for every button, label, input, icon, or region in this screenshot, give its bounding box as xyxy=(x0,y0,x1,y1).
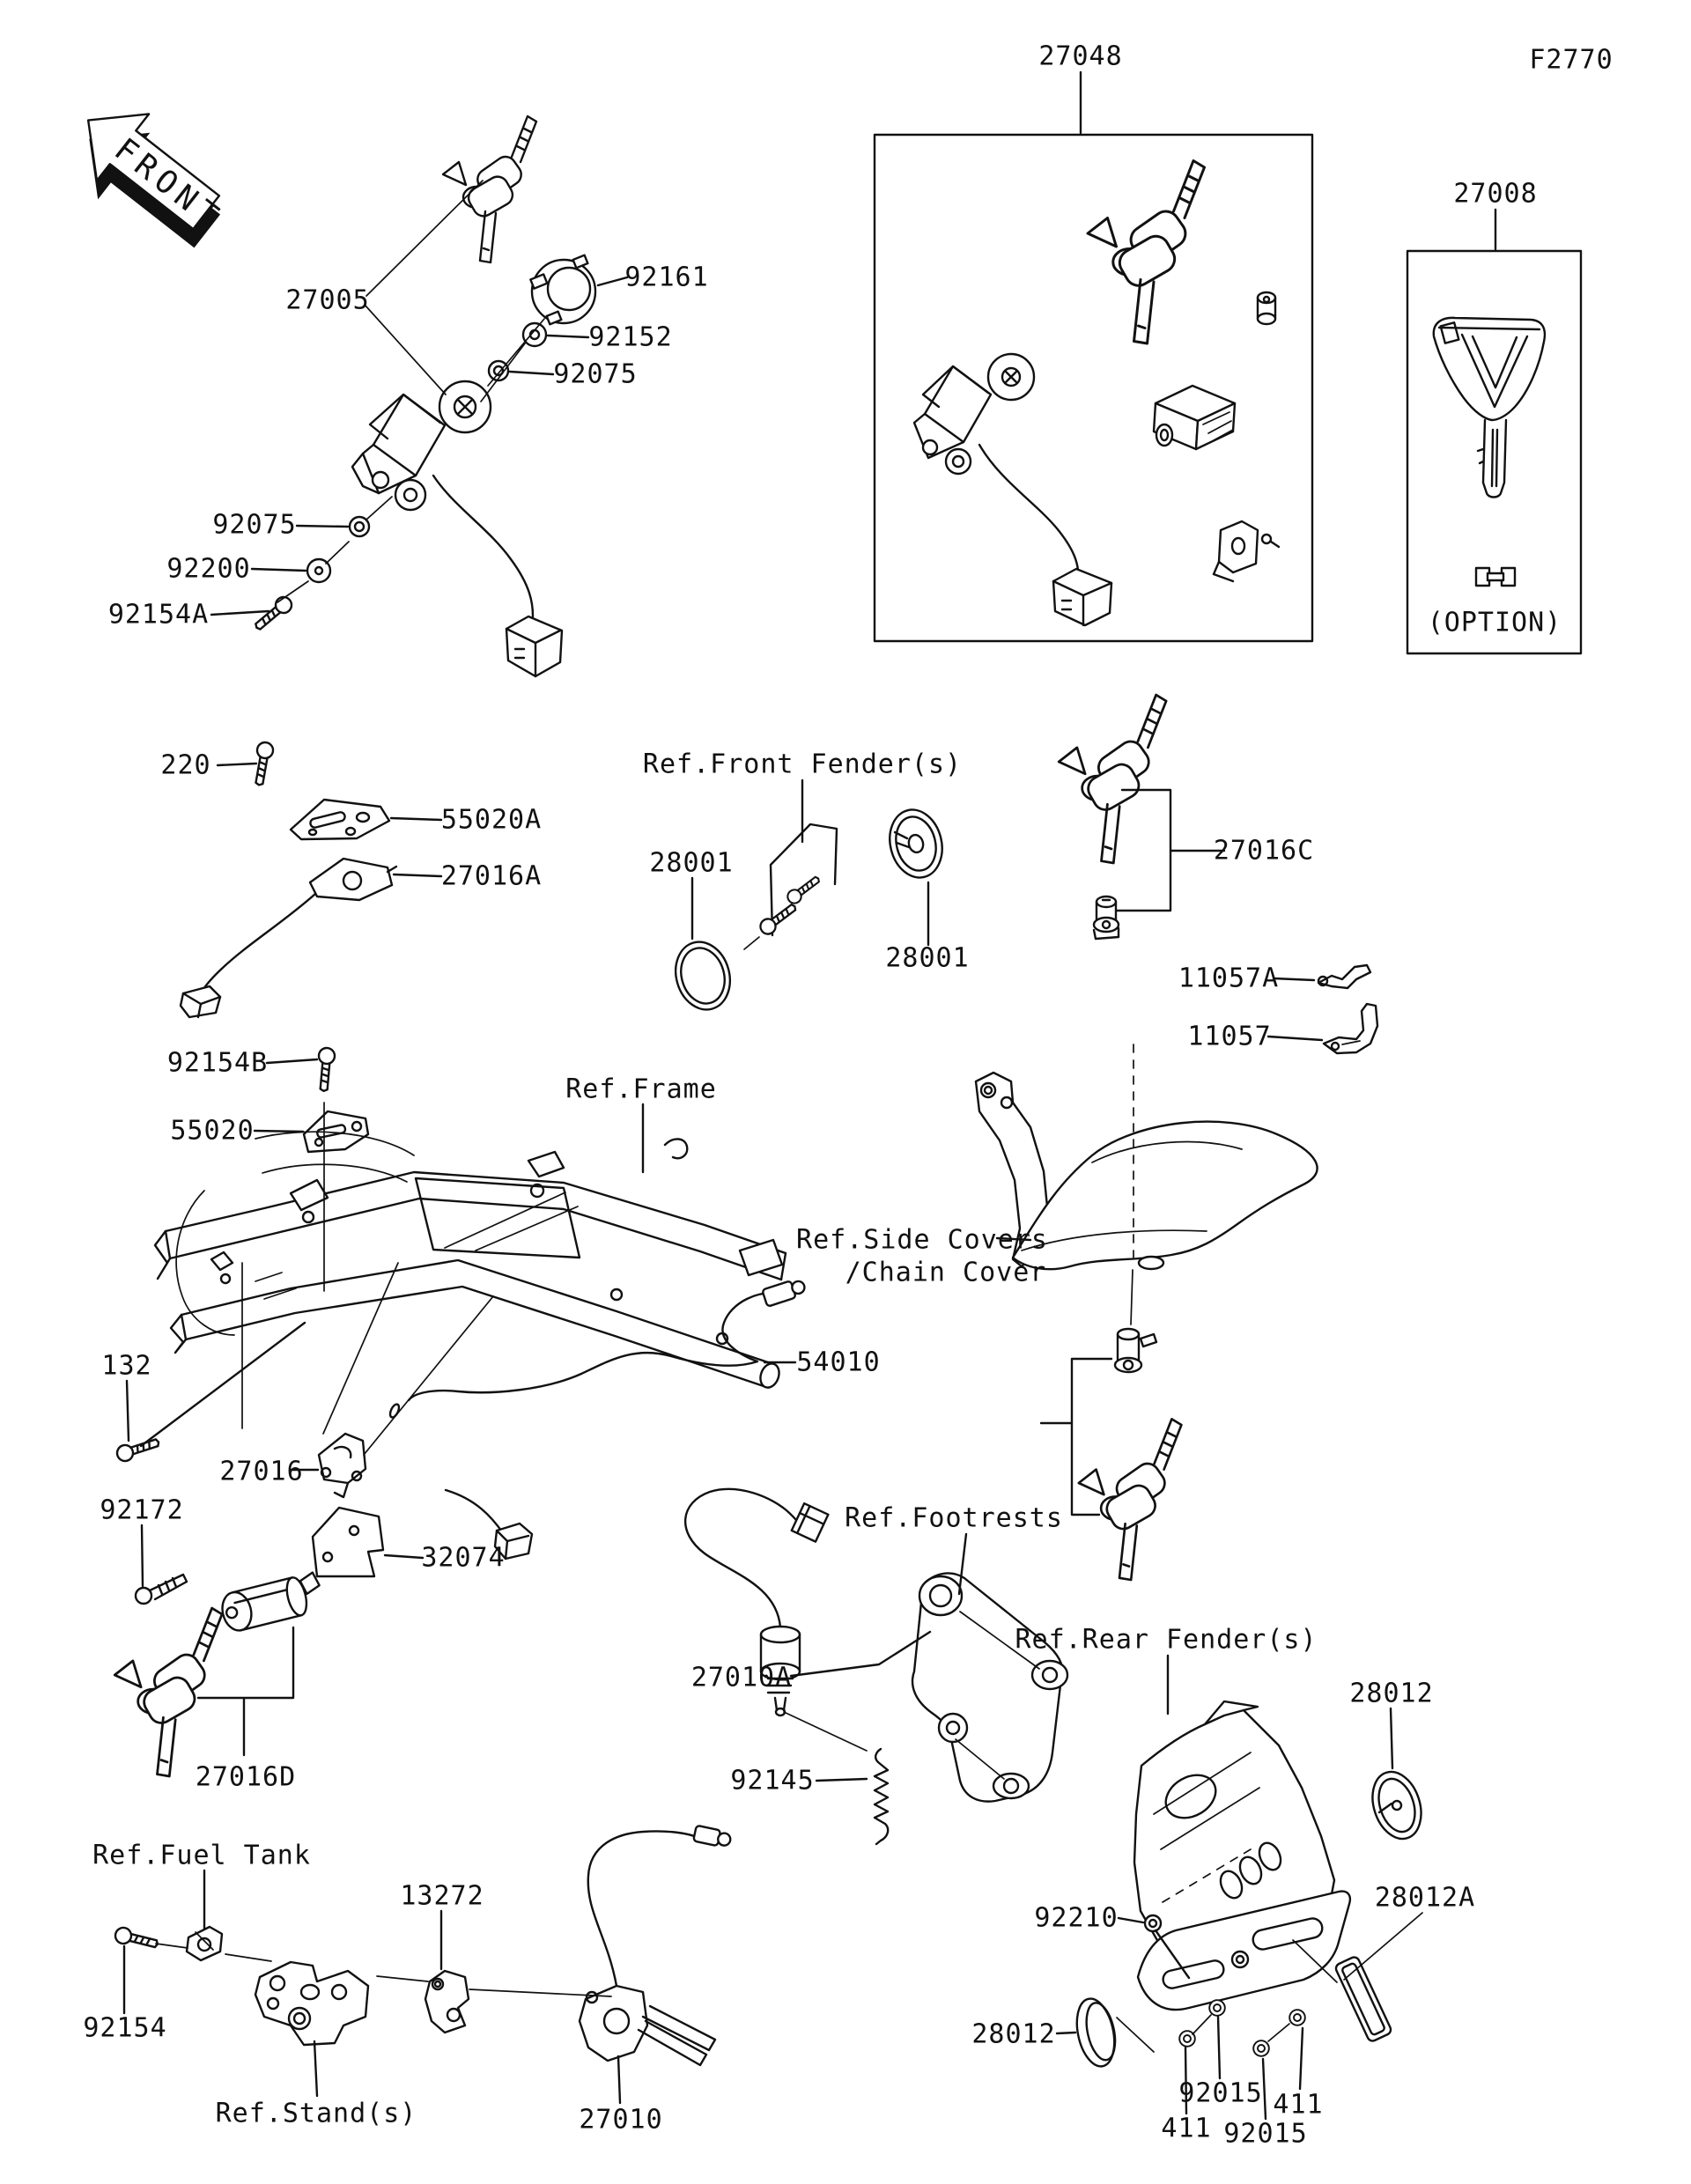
part-label-411-a: 411 xyxy=(1161,2113,1212,2144)
part-label-92154: 92154 xyxy=(83,2012,167,2044)
part-label-92075-b: 92075 xyxy=(212,509,297,541)
part-label-92154B: 92154B xyxy=(166,1047,269,1079)
part-label-F2770: F2770 xyxy=(1529,44,1613,76)
part-label-92145: 92145 xyxy=(730,1765,815,1797)
part-label-27010A: 27010A xyxy=(690,1662,793,1693)
part-label-28012A: 28012A xyxy=(1374,1882,1476,1914)
part-label-chain-cover: /Chain Cover xyxy=(845,1257,1047,1288)
part-label-28001-a: 28001 xyxy=(649,847,734,879)
front-arrow-label: FRONT xyxy=(107,131,230,238)
part-label-ref-rear-fender: Ref.Rear Fender(s) xyxy=(1015,1624,1318,1656)
part-label-28012-bottom: 28012 xyxy=(971,2018,1056,2050)
part-label-27016: 27016 xyxy=(219,1456,304,1487)
part-label-OPTION: (OPTION) xyxy=(1427,607,1562,638)
part-label-28001-b: 28001 xyxy=(885,942,970,974)
part-label-ref-front-fender: Ref.Front Fender(s) xyxy=(642,749,963,780)
part-label-ref-stands: Ref.Stand(s) xyxy=(215,2098,417,2129)
part-label-92210: 92210 xyxy=(1034,1902,1119,1934)
part-label-55020A: 55020A xyxy=(440,804,543,836)
part-label-55020: 55020 xyxy=(170,1115,255,1147)
part-label-132: 132 xyxy=(101,1350,152,1382)
part-label-27016C: 27016C xyxy=(1213,835,1315,867)
part-label-54010: 54010 xyxy=(796,1347,881,1378)
part-label-411-b: 411 xyxy=(1273,2089,1324,2121)
part-label-11057: 11057 xyxy=(1187,1021,1272,1052)
part-label-92015-b: 92015 xyxy=(1223,2118,1308,2150)
part-label-ref-side-covers: Ref.Side Covers xyxy=(796,1224,1048,1256)
part-label-ref-fuel-tank: Ref.Fuel Tank xyxy=(92,1840,311,1871)
part-label-92154A: 92154A xyxy=(107,599,210,631)
part-label-220: 220 xyxy=(160,749,211,781)
part-label-ref-frame: Ref.Frame xyxy=(565,1074,717,1105)
part-label-27016A: 27016A xyxy=(440,860,543,892)
part-label-92161: 92161 xyxy=(624,262,709,293)
part-label-27005: 27005 xyxy=(285,284,370,316)
part-label-32074: 32074 xyxy=(421,1542,506,1574)
part-label-11057A: 11057A xyxy=(1178,963,1280,994)
part-label-ref-footrests: Ref.Footrests xyxy=(845,1502,1063,1534)
part-label-92152: 92152 xyxy=(588,321,673,353)
part-label-92172: 92172 xyxy=(100,1494,184,1526)
part-label-92075-a: 92075 xyxy=(553,358,638,390)
part-label-27048: 27048 xyxy=(1038,41,1123,72)
part-label-27010: 27010 xyxy=(579,2104,663,2136)
part-label-92015-a: 92015 xyxy=(1178,2077,1263,2109)
part-label-28012-top: 28012 xyxy=(1349,1678,1434,1709)
part-label-27008: 27008 xyxy=(1453,178,1538,210)
part-label-13272: 13272 xyxy=(400,1880,484,1912)
part-label-92200: 92200 xyxy=(166,553,251,585)
part-label-27016D: 27016D xyxy=(195,1761,297,1793)
